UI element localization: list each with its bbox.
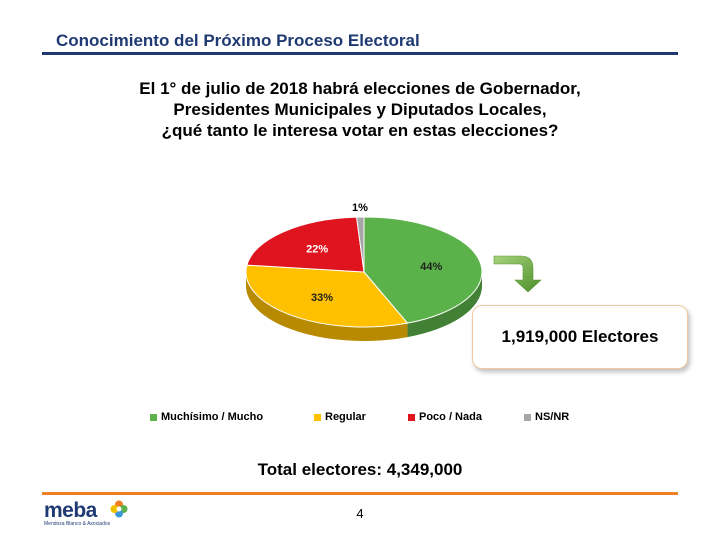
pie-group (246, 202, 482, 341)
pie-data-label: 1% (352, 202, 368, 214)
legend-label: Muchísimo / Mucho (161, 411, 264, 423)
page-number: 4 (356, 506, 364, 521)
legend-swatch (524, 414, 531, 421)
question-line-3: ¿qué tanto le interesa votar en estas elecciones? (161, 121, 559, 140)
legend-item-nsnr (524, 411, 569, 423)
legend-item-muchisimo (150, 411, 263, 423)
logo-flower-icon (110, 500, 128, 518)
question-line-1: El 1° de julio de 2018 habrá elecciones de Gobernador, (139, 79, 581, 98)
pie-data-label: 22% (306, 243, 329, 256)
electors-callout-text: 1,919,000 Electores (501, 327, 659, 346)
legend-label: Poco / Nada (419, 411, 482, 423)
legend-label: NS/NR (535, 411, 570, 423)
legend-swatch (150, 414, 157, 421)
company-logo (44, 500, 134, 530)
question-line-2: Presidentes Municipales y Diputados Locales, (173, 100, 547, 119)
legend-swatch (314, 414, 321, 421)
legend-item-poco-nada (408, 411, 482, 423)
logo-wordmark: meba (44, 499, 97, 522)
curved-arrow-icon (494, 256, 541, 292)
legend-label: Regular (325, 411, 366, 423)
chart-legend (150, 411, 590, 427)
footer-divider (42, 492, 678, 495)
legend-swatch (408, 414, 415, 421)
total-electors: Total electores: 4,349,000 (257, 460, 463, 479)
pie-data-label: 44% (420, 261, 443, 274)
electors-callout (472, 305, 688, 369)
legend-item-regular (314, 411, 366, 423)
logo-tagline: Mendoza Blanco & Asociados (44, 521, 111, 527)
pie-data-label: 33% (311, 292, 334, 305)
page-title: Conocimiento del Próximo Proceso Electoral (56, 31, 420, 50)
